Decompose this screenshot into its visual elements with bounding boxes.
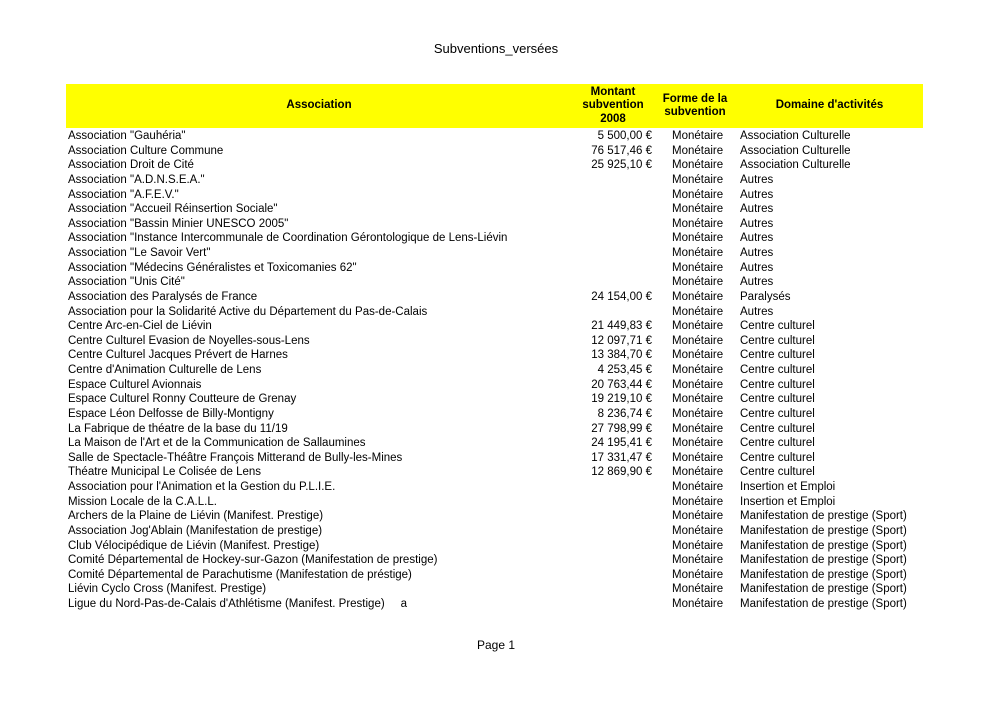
table-row xyxy=(66,334,923,349)
cell-association: Association "Instance Intercommunale de Coordination Gérontologique de Lens-Liévin xyxy=(68,232,508,245)
cell-domaine: Autres xyxy=(740,305,774,318)
cell-montant: 13 384,70 € xyxy=(591,349,652,362)
cell-forme: Monétaire xyxy=(672,320,724,333)
table-row xyxy=(66,319,923,334)
cell-association: Espace Léon Delfosse de Billy-Montigny xyxy=(68,407,274,420)
cell-forme: Monétaire xyxy=(672,422,724,435)
table-row xyxy=(66,348,923,363)
cell-forme: Monétaire xyxy=(672,510,724,523)
cell-montant: 76 517,46 € xyxy=(591,144,652,157)
cell-association: La Fabrique de théatre de la base du 11/19 xyxy=(68,422,288,435)
cell-domaine: Centre culturel xyxy=(740,393,815,406)
cell-association: Association pour l'Animation et la Gestion du P.L.I.E. xyxy=(68,481,336,493)
cell-forme: Monétaire xyxy=(672,539,724,552)
table-row xyxy=(66,553,923,568)
cell-montant xyxy=(572,495,654,510)
table-row xyxy=(66,524,923,539)
table-row xyxy=(66,202,923,217)
cell-forme: Monétaire xyxy=(672,159,724,172)
cell-domaine: Association Culturelle xyxy=(740,130,851,142)
cell-forme: Monétaire xyxy=(672,334,724,347)
cell-montant: 24 154,00 € xyxy=(591,290,652,303)
table-row xyxy=(66,261,923,276)
cell-association: Salle de Spectacle-Théâtre François Mitterand de Bully-les-Mines xyxy=(68,451,403,464)
table-row xyxy=(66,422,923,437)
cell-montant xyxy=(572,246,654,261)
cell-montant xyxy=(572,202,654,217)
cell-forme: Monétaire xyxy=(672,451,724,464)
cell-forme: Monétaire xyxy=(672,130,724,142)
table-row xyxy=(66,363,923,378)
cell-association: Centre Arc-en-Ciel de Liévin xyxy=(68,320,212,333)
table-row xyxy=(66,495,923,510)
cell-forme: Monétaire xyxy=(672,188,724,201)
table-row xyxy=(66,568,923,583)
cell-montant: 27 798,99 € xyxy=(591,422,652,435)
cell-domaine: Manifestation de prestige (Sport) xyxy=(740,568,907,581)
cell-montant: 20 763,44 € xyxy=(591,378,652,391)
cell-montant xyxy=(572,568,654,583)
cell-montant: 4 253,45 € xyxy=(597,364,652,376)
cell-association: Association "Unis Cité" xyxy=(68,276,185,289)
cell-association: Association "Médecins Généralistes et Toxicomanies 62" xyxy=(68,261,357,274)
cell-forme: Monétaire xyxy=(672,144,724,157)
cell-association: Association "A.D.N.S.E.A." xyxy=(68,173,205,186)
table-row xyxy=(66,436,923,451)
cell-forme: Monétaire xyxy=(672,217,724,230)
cell-domaine: Centre culturel xyxy=(740,437,815,450)
table-row xyxy=(66,275,923,290)
table-row xyxy=(66,217,923,232)
cell-forme: Monétaire xyxy=(672,393,724,406)
cell-association: Association Jog'Ablain (Manifestation de prestige) xyxy=(68,524,323,537)
cell-association: Centre d'Animation Culturelle de Lens xyxy=(68,364,262,376)
cell-association: Espace Culturel Ronny Coutteure de Grenay xyxy=(68,393,297,406)
cell-domaine: Insertion et Emploi xyxy=(740,495,836,508)
cell-domaine: Manifestation de prestige (Sport) xyxy=(740,539,907,552)
table-row xyxy=(66,231,923,246)
cell-domaine: Centre culturel xyxy=(740,364,815,376)
cell-montant xyxy=(572,553,654,568)
cell-association: Mission Locale de la C.A.L.L. xyxy=(68,495,217,508)
table-row xyxy=(66,451,923,466)
cell-domaine: Centre culturel xyxy=(740,422,815,435)
table-header-row xyxy=(66,84,923,128)
cell-domaine: Autres xyxy=(740,203,774,216)
cell-domaine: Paralysés xyxy=(740,290,791,303)
cell-montant: 21 449,83 € xyxy=(591,320,652,333)
cell-domaine: Association Culturelle xyxy=(740,144,851,157)
cell-montant xyxy=(572,582,654,597)
cell-association: Club Vélocipédique de Liévin (Manifest. Prestige) xyxy=(68,539,320,552)
cell-domaine: Autres xyxy=(740,217,774,230)
table-row xyxy=(66,305,923,320)
cell-association: Espace Culturel Avionnais xyxy=(68,378,202,391)
cell-association: Théatre Municipal Le Colisée de Lens xyxy=(68,466,262,479)
cell-forme: Monétaire xyxy=(672,568,724,581)
table-row xyxy=(66,480,923,495)
cell-montant xyxy=(572,539,654,554)
cell-montant xyxy=(572,480,654,495)
cell-domaine: Manifestation de prestige (Sport) xyxy=(740,510,907,523)
cell-montant: 12 097,71 € xyxy=(591,334,652,347)
cell-domaine: Association Culturelle xyxy=(740,159,851,172)
subventions-table xyxy=(66,84,923,612)
cell-association: La Maison de l'Art et de la Communication de Sallaumines xyxy=(68,437,366,450)
cell-forme: Monétaire xyxy=(672,247,724,259)
column-header-domaine: Domaine d'activités xyxy=(775,99,884,112)
cell-forme: Monétaire xyxy=(672,261,724,274)
cell-montant: 19 219,10 € xyxy=(591,393,652,406)
cell-montant xyxy=(572,597,654,612)
cell-montant: 17 331,47 € xyxy=(591,451,652,464)
cell-domaine: Insertion et Emploi xyxy=(740,481,836,493)
cell-domaine: Autres xyxy=(740,261,774,274)
table-row xyxy=(66,407,923,422)
cell-forme: Monétaire xyxy=(672,554,724,567)
table-row xyxy=(66,465,923,480)
cell-association: Association "Le Savoir Vert" xyxy=(68,247,211,259)
cell-forme: Monétaire xyxy=(672,495,724,508)
cell-forme: Monétaire xyxy=(672,524,724,537)
cell-montant xyxy=(572,509,654,524)
cell-forme: Monétaire xyxy=(672,305,724,318)
cell-montant xyxy=(572,188,654,203)
cell-domaine: Centre culturel xyxy=(740,334,815,347)
cell-montant xyxy=(572,231,654,246)
table-row xyxy=(66,509,923,524)
cell-association: Archers de la Plaine de Liévin (Manifest. Prestige) xyxy=(68,510,324,523)
cell-domaine: Autres xyxy=(740,247,774,259)
table-row xyxy=(66,582,923,597)
table-row xyxy=(66,144,923,159)
cell-association: Comité Départemental de Hockey-sur-Gazon (Manifestation de prestige) xyxy=(68,554,438,567)
cell-domaine: Autres xyxy=(740,188,774,201)
cell-forme: Monétaire xyxy=(672,290,724,303)
cell-montant: 8 236,74 € xyxy=(597,407,652,420)
cell-forme: Monétaire xyxy=(672,481,724,493)
cell-association: Association "Accueil Réinsertion Sociale" xyxy=(68,203,278,216)
cell-montant: 25 925,10 € xyxy=(591,159,652,172)
cell-forme: Monétaire xyxy=(672,466,724,479)
cell-domaine: Centre culturel xyxy=(740,320,815,333)
table-row xyxy=(66,378,923,393)
cell-association: Liévin Cyclo Cross (Manifest. Prestige) xyxy=(68,583,267,596)
table-row xyxy=(66,539,923,554)
cell-forme: Monétaire xyxy=(672,203,724,216)
cell-montant: 5 500,00 € xyxy=(597,130,652,142)
table-row xyxy=(66,290,923,305)
cell-montant xyxy=(572,261,654,276)
cell-montant xyxy=(572,173,654,188)
cell-montant xyxy=(572,217,654,232)
cell-domaine: Centre culturel xyxy=(740,466,815,479)
cell-association: Association "A.F.E.V." xyxy=(68,188,179,201)
cell-forme: Monétaire xyxy=(672,173,724,186)
cell-association: Association Droit de Cité xyxy=(68,159,194,172)
cell-association: Association "Gauhéria" xyxy=(68,130,186,142)
column-header-association: Association xyxy=(286,99,352,112)
table-row xyxy=(66,173,923,188)
cell-domaine: Autres xyxy=(740,276,774,289)
table-row xyxy=(66,158,923,173)
cell-montant: 12 869,90 € xyxy=(591,466,652,479)
cell-association: Association des Paralysés de France xyxy=(68,290,258,303)
cell-forme: Monétaire xyxy=(672,364,724,376)
cell-domaine: Centre culturel xyxy=(740,407,815,420)
cell-domaine: Centre culturel xyxy=(740,451,815,464)
cell-forme: Monétaire xyxy=(672,349,724,362)
cell-domaine: Manifestation de prestige (Sport) xyxy=(740,598,907,610)
page-title: Subventions_versées xyxy=(433,41,559,56)
cell-domaine: Autres xyxy=(740,232,774,245)
cell-domaine: Manifestation de prestige (Sport) xyxy=(740,554,907,567)
cell-forme: Monétaire xyxy=(672,583,724,596)
table-row xyxy=(66,392,923,407)
cell-association: Comité Départemental de Parachutisme (Manifestation de préstige) xyxy=(68,568,412,581)
cell-domaine: Autres xyxy=(740,173,774,186)
cell-domaine: Centre culturel xyxy=(740,378,815,391)
cell-domaine: Centre culturel xyxy=(740,349,815,362)
cell-montant xyxy=(572,524,654,539)
column-header-montant: Montant subvention 2008 xyxy=(582,86,644,125)
cell-montant xyxy=(572,275,654,290)
cell-forme: Monétaire xyxy=(672,598,724,610)
cell-forme: Monétaire xyxy=(672,232,724,245)
cell-forme: Monétaire xyxy=(672,276,724,289)
table-row xyxy=(66,129,923,144)
cell-forme: Monétaire xyxy=(672,407,724,420)
cell-forme: Monétaire xyxy=(672,378,724,391)
cell-association: Centre Culturel Jacques Prévert de Harnes xyxy=(68,349,288,362)
cell-domaine: Manifestation de prestige (Sport) xyxy=(740,583,907,596)
table-row xyxy=(66,188,923,203)
cell-association: Association pour la Solidarité Active du Département du Pas-de-Calais xyxy=(68,305,428,318)
cell-association: Ligue du Nord-Pas-de-Calais d'Athlétisme (Manifest. Prestige) a xyxy=(68,598,408,610)
table-body xyxy=(66,129,923,612)
page-number: Page 1 xyxy=(476,638,516,652)
table-row xyxy=(66,246,923,261)
cell-montant xyxy=(572,305,654,320)
cell-association: Association "Bassin Minier UNESCO 2005" xyxy=(68,217,289,230)
cell-association: Association Culture Commune xyxy=(68,144,224,157)
cell-forme: Monétaire xyxy=(672,437,724,450)
cell-montant: 24 195,41 € xyxy=(591,437,652,450)
table-row xyxy=(66,597,923,612)
cell-association: Centre Culturel Evasion de Noyelles-sous-Lens xyxy=(68,334,310,347)
cell-domaine: Manifestation de prestige (Sport) xyxy=(740,524,907,537)
column-header-forme: Forme de la subvention xyxy=(662,92,728,118)
